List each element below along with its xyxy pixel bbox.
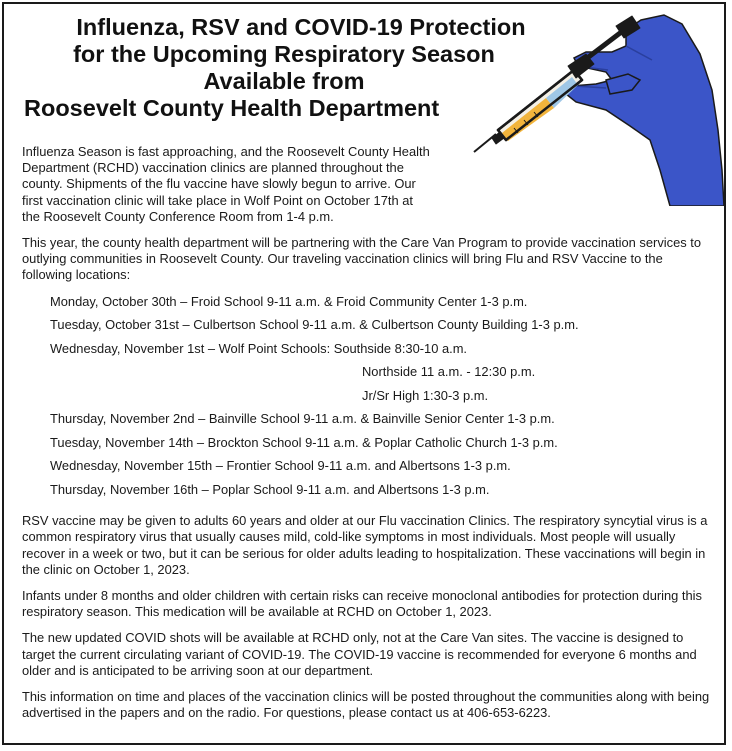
schedule-row: Tuesday, November 14th – Brockton School 9-11 a.m. & Poplar Catholic Church 1-3 p.m.	[50, 434, 558, 450]
schedule-row: Jr/Sr High 1:30-3 p.m.	[362, 387, 489, 403]
intro-paragraph: Influenza Season is fast approaching, and the Roosevelt County Health Department (RCHD) vaccination clinics are planned throughout the county. Shipments of the flu vaccine have slowly begun to arrive. Our first vaccination clinic will take place in Wolf Point on October 17th at the Roosevelt County Conference Room from 1-4 p.m.	[22, 144, 430, 224]
schedule-row: Thursday, November 2nd – Bainville School 9-11 a.m. & Bainville Senior Center 1-3 p.m.	[50, 411, 555, 427]
headline-line-3: Available from	[203, 68, 365, 94]
rsv-paragraph: RSV vaccine may be given to adults 60 years and older at our Flu vaccination Clinics. The respiratory syncytial virus is a common respiratory virus that usually causes mild, cold-like symptoms in most individuals. Most people will usually recover in a week or two, but it can be serious for older adults leading to hospitalization. These vaccinations will begin in the clinic on October 1, 2023.	[22, 513, 708, 577]
schedule-row: Wednesday, November 1st – Wolf Point Schools: Southside 8:30-10 a.m.	[50, 340, 468, 356]
schedule-row: Tuesday, October 31st – Culbertson School 9-11 a.m. & Culbertson County Building 1-3 p.m.	[50, 317, 579, 333]
ad-frame	[2, 2, 726, 745]
schedule-row: Thursday, November 16th – Poplar School 9-11 a.m. and Albertsons 1-3 p.m.	[50, 481, 490, 497]
schedule-row: Monday, October 30th – Froid School 9-11 a.m. & Froid Community Center 1-3 p.m.	[50, 293, 528, 309]
headline-line-1: Influenza, RSV and COVID-19 Protection	[76, 14, 526, 40]
infants-paragraph: Infants under 8 months and older children with certain risks can receive monoclonal antibodies for protection during this respiratory season. This medication will be available at RCHD on October 1, 2023.	[22, 587, 702, 620]
headline-line-2: for the Upcoming Respiratory Season	[73, 41, 495, 67]
body-text	[22, 144, 712, 731]
clinic-schedule	[50, 294, 712, 506]
covid-paragraph: The new updated COVID shots will be available at RCHD only, not at the Care Van sites. The vaccine is designed to target the current circulating variant of COVID-19. The COVID-19 vaccine is recommended for everyone 6 months and older and is anticipated to be arriving soon at our department.	[22, 630, 697, 678]
contact-paragraph: This information on time and places of the vaccination clinics will be posted throughout the communities along with being advertised in the papers and on the radio. For questions, please contact us at 406-653-6223.	[22, 688, 710, 721]
schedule-row: Wednesday, November 15th – Frontier School 9-11 a.m. and Albertsons 1-3 p.m.	[50, 458, 511, 474]
care-van-paragraph: This year, the county health department will be partnering with the Care Van Program to provide vaccination services to outlying communities in Roosevelt County. Our traveling vaccination clinics will bring Flu and RSV Vaccine to the following locations:	[22, 235, 702, 283]
headline-line-4: Roosevelt County Health Department	[24, 95, 440, 121]
schedule-row: Northside 11 a.m. - 12:30 p.m.	[362, 364, 536, 380]
